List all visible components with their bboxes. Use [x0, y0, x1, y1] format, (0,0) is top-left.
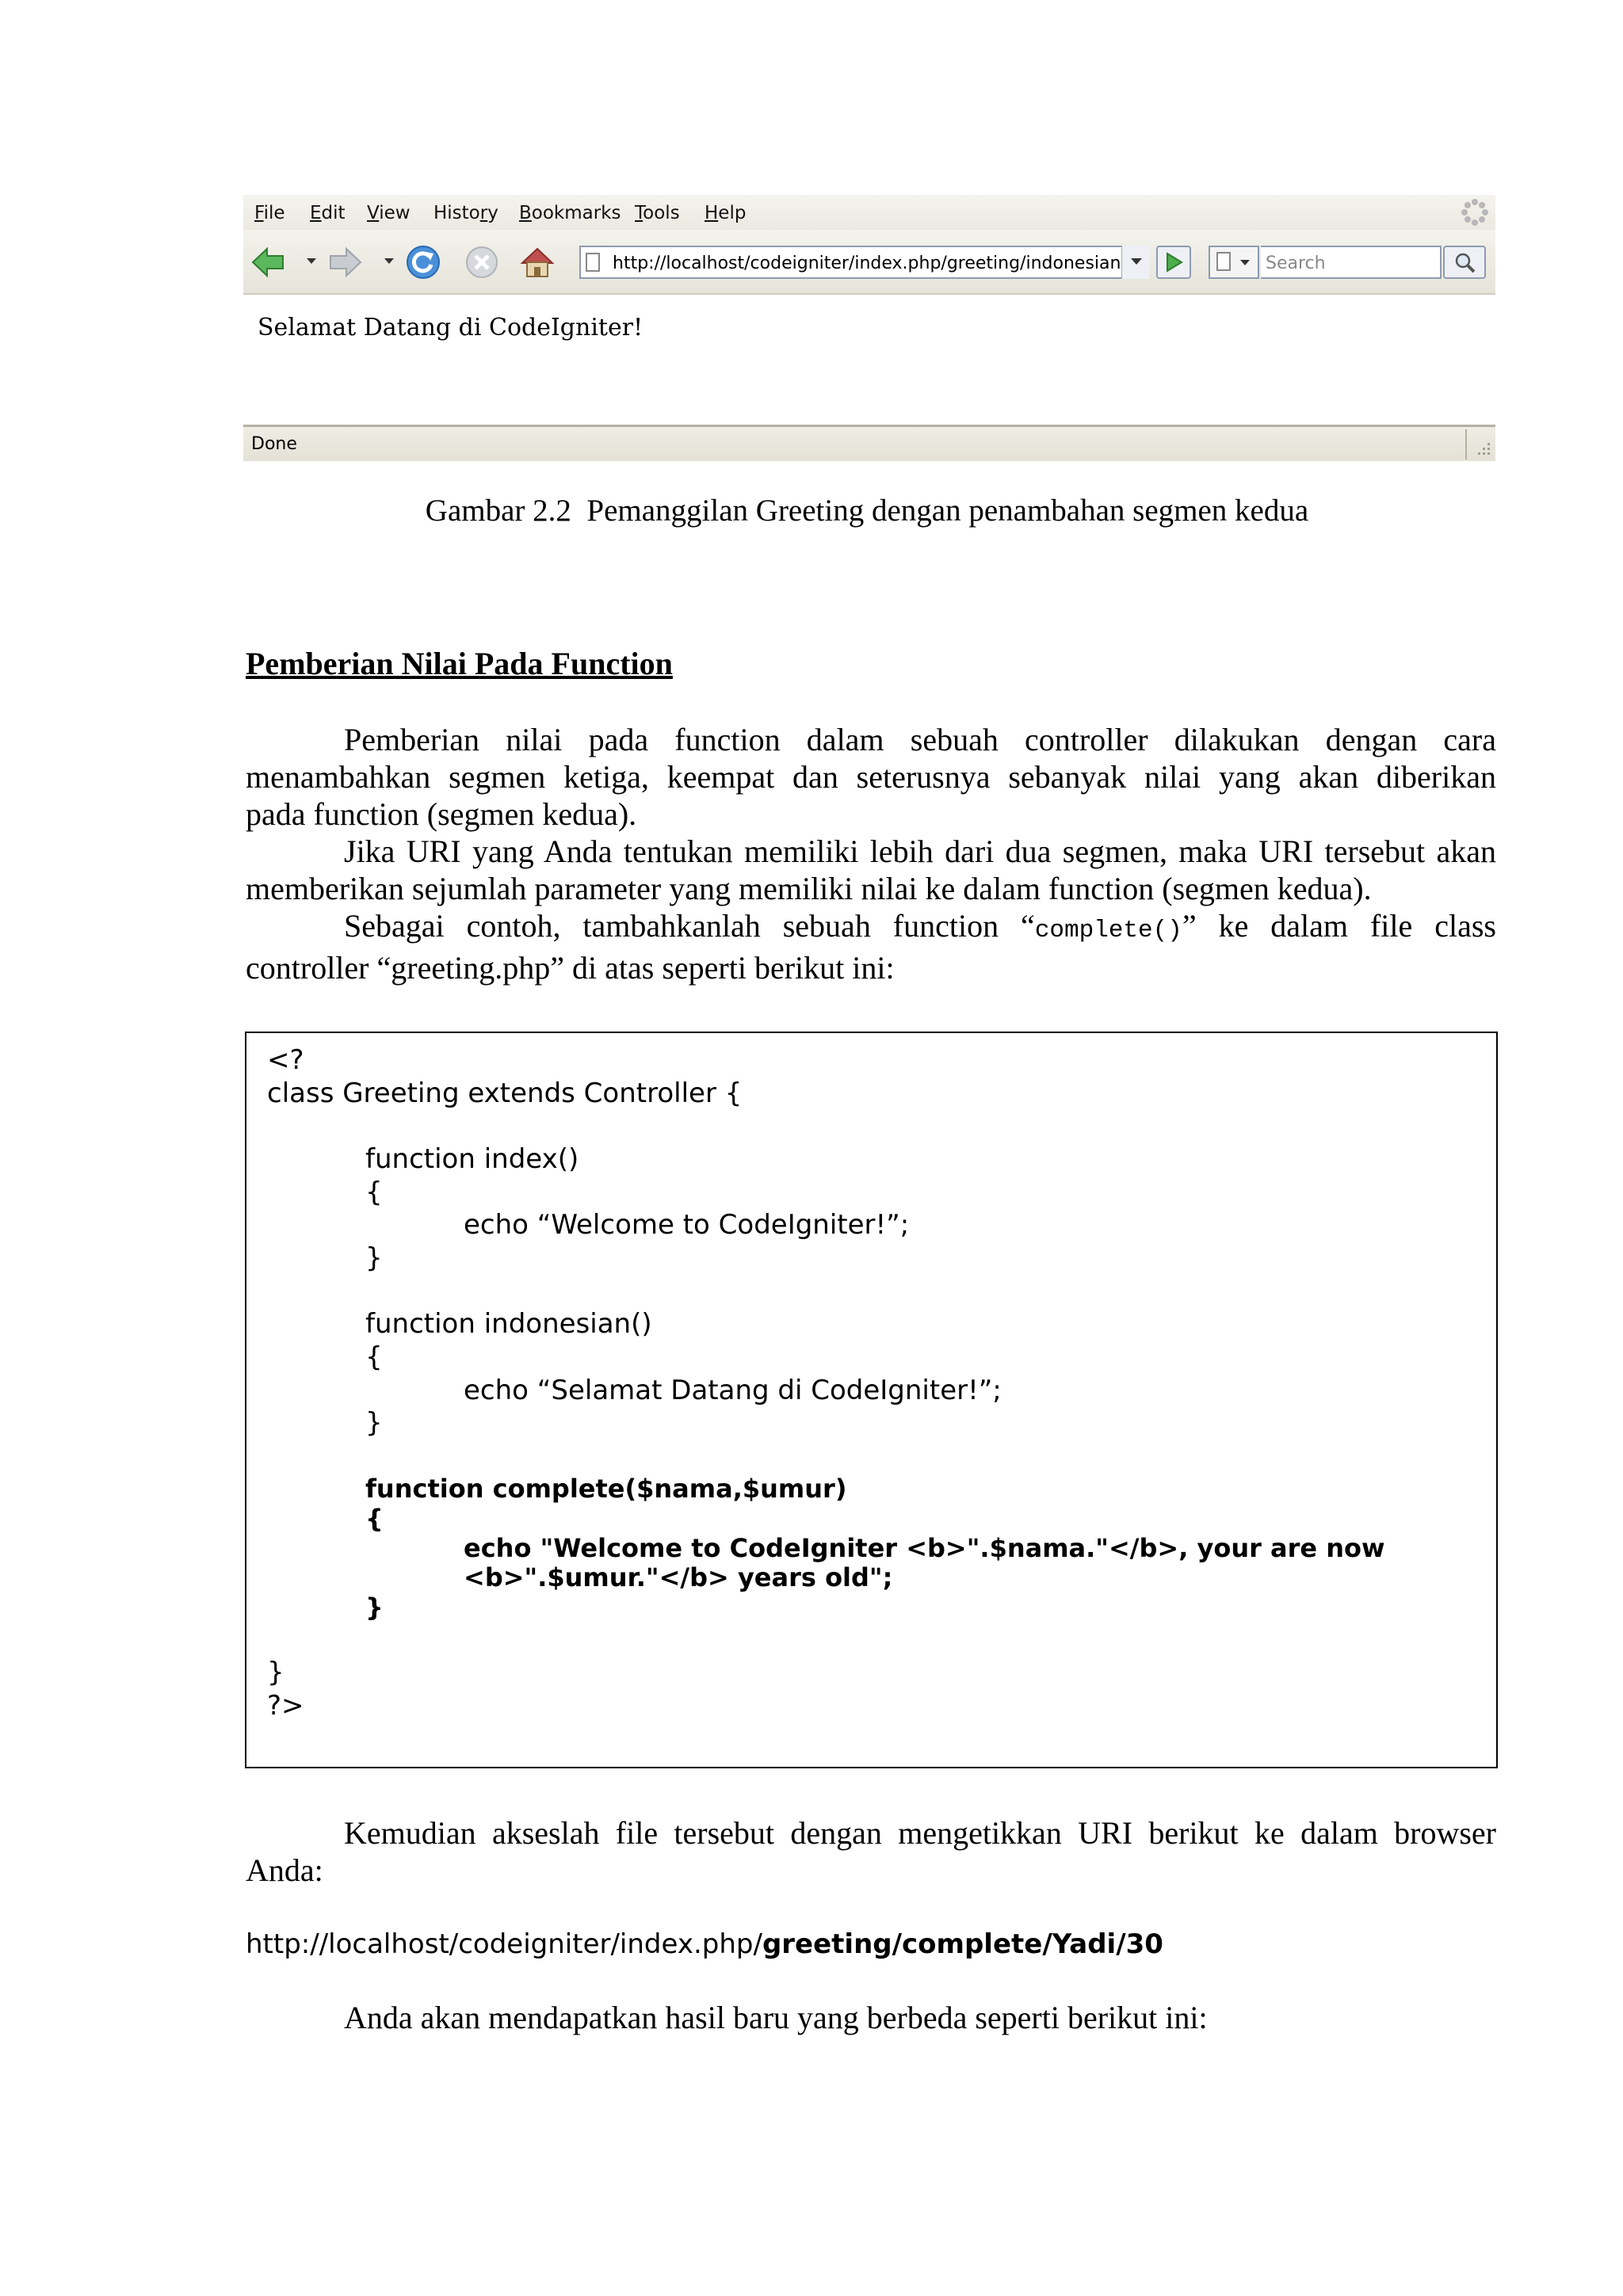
forward-dropdown-icon[interactable]: [384, 258, 394, 264]
home-icon[interactable]: [519, 244, 556, 280]
paragraph-line: Jika URI yang Anda tentukan memiliki lebih dari dua segmen, maka URI tersebut akan: [344, 833, 1496, 869]
reload-icon[interactable]: [405, 244, 441, 280]
code-line: }: [365, 1407, 383, 1439]
section-heading: Pemberian Nilai Pada Function: [246, 646, 673, 681]
address-dropdown-button[interactable]: [1121, 246, 1150, 279]
menu-bookmarks[interactable]: Bookmarks: [519, 203, 621, 223]
paragraph-line: [246, 907, 1496, 949]
back-dropdown-icon[interactable]: [307, 258, 316, 264]
paragraph-line: memberikan sejumlah parameter yang memiliki nilai ke dalam function (segmen kedua).: [246, 871, 1372, 906]
paragraph-1: [246, 721, 1496, 833]
address-bar[interactable]: [579, 246, 1150, 279]
code-listing: [245, 1032, 1498, 1768]
code-line: {: [365, 1504, 384, 1534]
paragraph-line: Anda:: [246, 1852, 323, 1888]
code-line: echo "Welcome to CodeIgniter <b>".$nama."</b>, your are now: [464, 1533, 1385, 1563]
menu-help[interactable]: Help: [705, 203, 747, 223]
code-line: <?: [267, 1044, 304, 1076]
paragraph-4: [246, 1814, 1496, 1889]
browser-content-area: [243, 295, 1495, 423]
status-text: Done: [251, 434, 297, 454]
address-url[interactable]: http://localhost/codeigniter/index.php/greeting/indonesian: [613, 254, 1121, 273]
menu-tools[interactable]: Tools: [635, 203, 680, 223]
search-icon: [1454, 252, 1476, 274]
url-prefix: http://localhost/codeigniter/index.php/: [246, 1928, 762, 1960]
status-bar: [243, 425, 1495, 461]
code-line: echo “Selamat Datang di CodeIgniter!”;: [464, 1375, 1002, 1406]
navigation-toolbar: [243, 230, 1495, 295]
search-input[interactable]: [1261, 246, 1442, 279]
menu-file[interactable]: File: [254, 203, 285, 223]
paragraph-3: [246, 907, 1496, 986]
status-separator: [1465, 429, 1467, 460]
paragraph-line: menambahkan segmen ketiga, keempat dan seterusnya sebanyak nilai yang akan diberikan: [246, 759, 1496, 795]
chevron-down-icon: [1131, 258, 1142, 265]
figure-caption: Gambar 2.2 Pemanggilan Greeting dengan penambahan segmen kedua: [425, 494, 1309, 528]
paragraph-5: [246, 1999, 1496, 2036]
paragraph-line: pada function (segmen kedua).: [246, 796, 637, 832]
search-engine-selector[interactable]: [1209, 246, 1259, 279]
back-arrow-icon[interactable]: [250, 244, 286, 280]
throbber-icon: [1461, 198, 1489, 227]
code-line: }: [365, 1242, 383, 1274]
code-line: {: [365, 1341, 383, 1373]
code-line: <b>".$umur."</b> years old";: [464, 1562, 893, 1592]
code-line: function complete($nama,$umur): [365, 1474, 847, 1504]
menu-bar: [243, 195, 1495, 230]
text-segment: ” ke dalam file class: [1182, 908, 1497, 944]
example-url: [246, 1928, 1163, 1960]
page-icon: [586, 253, 600, 272]
paragraph-line: controller “greeting.php” di atas seperti berikut ini:: [246, 950, 895, 986]
code-line: }: [267, 1657, 285, 1688]
code-line: {: [365, 1177, 383, 1208]
browser-screenshot: [243, 195, 1495, 461]
page-content-text: Selamat Datang di CodeIgniter!: [258, 314, 643, 341]
inline-code: complete(): [1034, 917, 1182, 944]
menu-history[interactable]: History: [433, 203, 498, 223]
code-line: function index(): [365, 1143, 579, 1175]
code-line: function indonesian(): [365, 1308, 652, 1340]
text-segment: Sebagai contoh, tambahkanlah sebuah function “: [344, 908, 1035, 944]
code-line: ?>: [267, 1690, 304, 1722]
code-line: class Greeting extends Controller {: [267, 1077, 743, 1109]
paragraph-line: Pemberian nilai pada function dalam sebuah controller dilakukan dengan cara: [344, 722, 1496, 757]
go-arrow-icon: [1165, 252, 1184, 273]
paragraph-line: Kemudian akseslah file tersebut dengan mengetikkan URI berikut ke dalam browser: [344, 1815, 1496, 1851]
forward-arrow-icon[interactable]: [327, 244, 364, 280]
paragraph-2: [246, 833, 1496, 907]
search-engine-icon: [1216, 252, 1231, 271]
paragraph-line: Anda akan mendapatkan hasil baru yang berbeda seperti berikut ini:: [344, 2000, 1208, 2035]
menu-view[interactable]: View: [367, 203, 411, 223]
url-segments: greeting/complete/Yadi/30: [762, 1928, 1163, 1960]
search-placeholder: Search: [1266, 254, 1326, 273]
code-line: }: [365, 1592, 384, 1623]
menu-edit[interactable]: Edit: [310, 203, 346, 223]
stop-icon[interactable]: [464, 244, 500, 280]
resize-grip-icon[interactable]: [1473, 438, 1492, 457]
code-line: echo “Welcome to CodeIgniter!”;: [464, 1209, 910, 1241]
go-button[interactable]: [1156, 246, 1191, 279]
search-button[interactable]: [1443, 246, 1486, 279]
chevron-down-icon: [1240, 260, 1250, 265]
